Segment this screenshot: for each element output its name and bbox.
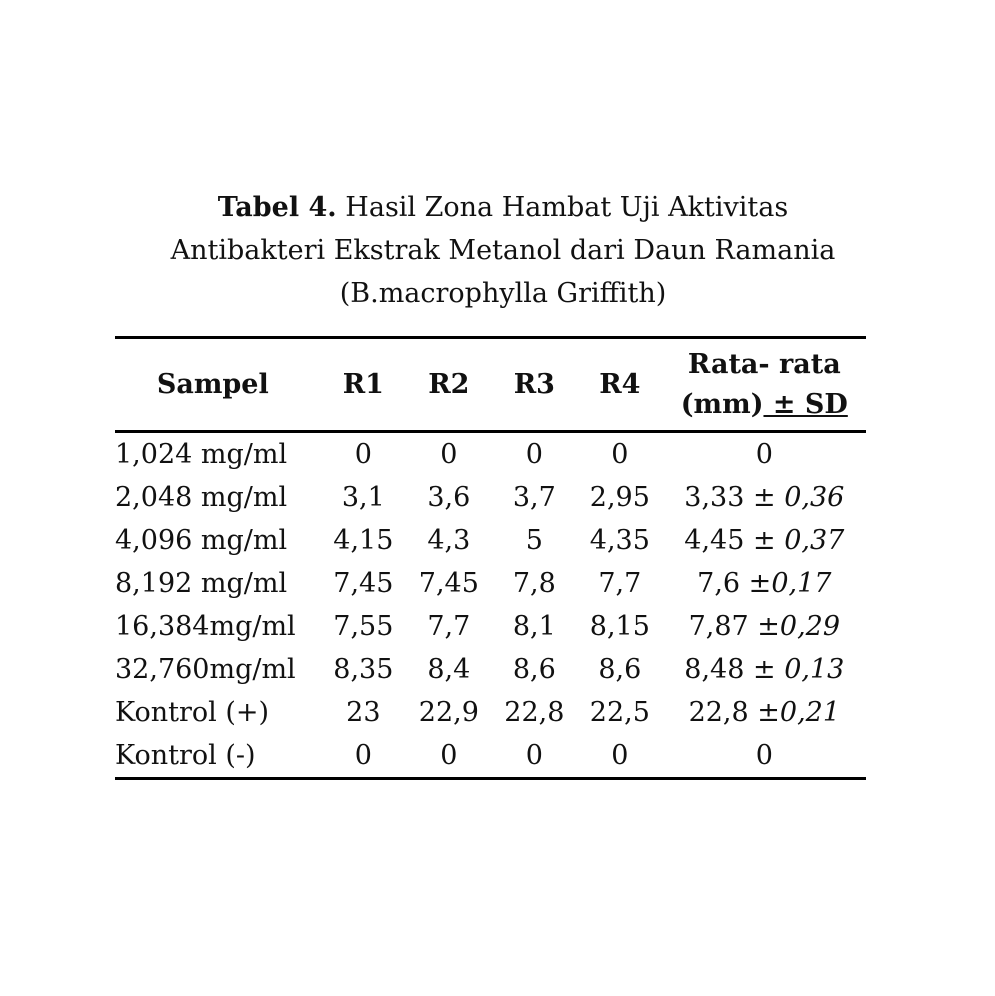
cell-r3: 22,8 <box>504 697 565 728</box>
cell-sampel: Kontrol (+) <box>115 697 270 728</box>
cell-plus-minus: ± <box>748 697 780 728</box>
cell-average <box>663 648 866 691</box>
cell-r4: 2,95 <box>589 482 650 513</box>
table-row <box>115 476 866 519</box>
cell-r2: 0 <box>440 439 458 470</box>
cell-r3: 0 <box>525 740 543 771</box>
cell-r1: 23 <box>346 697 381 728</box>
cell-r3: 5 <box>525 525 543 556</box>
cell-plus-minus: ± <box>744 654 776 685</box>
table-row <box>115 562 866 605</box>
cell-r3: 0 <box>525 439 543 470</box>
caption-line-2: Antibakteri Ekstrak Metanol dari Daun Ramania <box>170 235 836 266</box>
table-header-row <box>115 338 866 432</box>
cell-mean: 22,8 <box>688 697 749 728</box>
header-average-unit: (mm) <box>680 388 764 420</box>
header-r1: R1 <box>342 368 384 400</box>
cell-r2: 4,3 <box>427 525 471 556</box>
cell-average <box>663 691 866 734</box>
cell-average <box>663 734 866 779</box>
cell-mean: 4,45 <box>684 525 745 556</box>
cell-r4: 0 <box>611 439 629 470</box>
cell-r4: 7,7 <box>598 568 642 599</box>
cell-r2: 8,4 <box>427 654 471 685</box>
cell-r1: 3,1 <box>341 482 385 513</box>
cell-r4: 0 <box>611 740 629 771</box>
cell-plus-minus: ± <box>740 568 772 599</box>
cell-plus-minus: ± <box>748 611 780 642</box>
cell-sampel: 2,048 mg/ml <box>115 482 288 513</box>
header-r4: R4 <box>599 368 641 400</box>
cell-sd: 0,17 <box>771 568 832 599</box>
cell-r1: 0 <box>354 439 372 470</box>
cell-r3: 3,7 <box>512 482 556 513</box>
cell-r1: 7,55 <box>333 611 394 642</box>
table-row <box>115 605 866 648</box>
results-table <box>115 336 866 780</box>
caption-label: Tabel 4. <box>217 192 337 223</box>
cell-mean: 8,48 <box>684 654 745 685</box>
header-average-line-1: Rata- rata <box>687 348 841 380</box>
cell-average <box>663 605 866 648</box>
cell-r4: 22,5 <box>589 697 650 728</box>
caption-line-3: (B.macrophylla Griffith) <box>339 278 667 309</box>
table-row <box>115 648 866 691</box>
cell-sampel: 1,024 mg/ml <box>115 439 288 470</box>
cell-r1: 7,45 <box>333 568 394 599</box>
cell-mean: 0 <box>755 740 773 771</box>
table-body <box>115 432 866 779</box>
table-row <box>115 519 866 562</box>
caption-title-1: Hasil Zona Hambat Uji Aktivitas <box>345 192 789 223</box>
cell-r2: 7,45 <box>418 568 479 599</box>
cell-mean: 7,87 <box>688 611 749 642</box>
cell-sampel: 4,096 mg/ml <box>115 525 288 556</box>
cell-r3: 7,8 <box>512 568 556 599</box>
cell-r4: 8,6 <box>598 654 642 685</box>
cell-plus-minus: ± <box>744 482 776 513</box>
header-average-line-2 <box>663 385 866 425</box>
cell-plus-minus: ± <box>744 525 776 556</box>
results-table-wrapper <box>115 336 866 780</box>
cell-average <box>663 432 866 477</box>
cell-r4: 4,35 <box>589 525 650 556</box>
cell-mean: 7,6 <box>697 568 741 599</box>
header-r2: R2 <box>428 368 470 400</box>
cell-sd: 0,36 <box>775 482 845 513</box>
cell-sampel: 8,192 mg/ml <box>115 568 288 599</box>
cell-r3: 8,6 <box>512 654 556 685</box>
cell-r1: 8,35 <box>333 654 394 685</box>
header-sampel: Sampel <box>156 368 269 400</box>
cell-sd: 0,13 <box>775 654 845 685</box>
cell-r1: 4,15 <box>333 525 394 556</box>
header-r3: R3 <box>513 368 555 400</box>
cell-sampel: Kontrol (-) <box>115 740 256 771</box>
cell-sampel: 32,760mg/ml <box>115 654 296 685</box>
cell-r2: 7,7 <box>427 611 471 642</box>
table-caption <box>0 186 995 315</box>
cell-average <box>663 519 866 562</box>
caption-line-1 <box>0 186 995 229</box>
cell-sd: 0,37 <box>775 525 845 556</box>
cell-r2: 0 <box>440 740 458 771</box>
cell-r3: 8,1 <box>512 611 556 642</box>
cell-sd: 0,21 <box>779 697 841 728</box>
cell-r1: 0 <box>354 740 372 771</box>
cell-sampel: 16,384mg/ml <box>115 611 296 642</box>
table-row <box>115 432 866 477</box>
cell-r2: 3,6 <box>427 482 471 513</box>
header-average-sd: ± SD <box>763 388 848 420</box>
cell-mean: 3,33 <box>684 482 745 513</box>
cell-r2: 22,9 <box>418 697 479 728</box>
cell-average <box>663 562 866 605</box>
table-row <box>115 734 866 779</box>
table-row <box>115 691 866 734</box>
cell-mean: 0 <box>755 439 773 470</box>
cell-r4: 8,15 <box>589 611 650 642</box>
header-average <box>663 338 866 432</box>
cell-average <box>663 476 866 519</box>
cell-sd: 0,29 <box>779 611 841 642</box>
